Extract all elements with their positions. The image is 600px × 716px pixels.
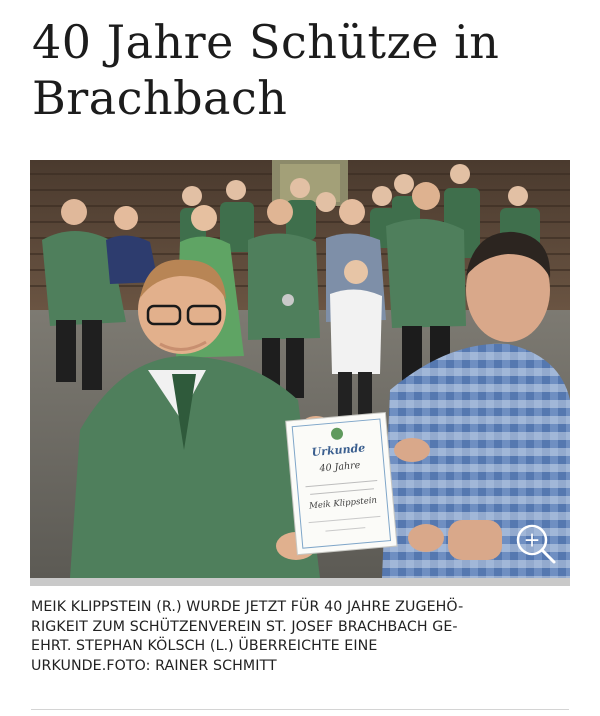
headline-line-1: 40 Jahre Schütze in (32, 15, 500, 69)
zoom-plus-label: + (523, 527, 541, 552)
certificate-title: Urkunde (311, 441, 366, 460)
caption-line-4: URKUNDE.FOTO: RAINER SCHMITT (31, 657, 277, 674)
certificate (286, 412, 397, 554)
headline-line-2: Brachbach (32, 71, 288, 125)
caption-line-1: MEIK KLIPPSTEIN (R.) WURDE JETZT FÜR 40 JAHRE ZUGEHÖ- (31, 599, 464, 615)
photo-caption (31, 598, 576, 676)
magnifier-zoom-icon (514, 522, 558, 566)
article-headline (32, 14, 582, 126)
certificate-recipient: Meik Klippstein (308, 495, 378, 512)
article-photo[interactable] (30, 160, 570, 578)
caption-line-2: RIGKEIT ZUM SCHÜTZENVEREIN ST. JOSEF BRACHBACH GE- (31, 618, 458, 635)
photo-caption-bar (30, 578, 570, 586)
photo-illustration (30, 160, 570, 578)
caption-line-3: EHRT. STEPHAN KÖLSCH (L.) ÜBERREICHTE EINE (31, 638, 378, 654)
certificate-years: 40 Jahre (319, 459, 361, 475)
article-divider (31, 709, 569, 710)
zoom-button[interactable] (514, 522, 558, 566)
